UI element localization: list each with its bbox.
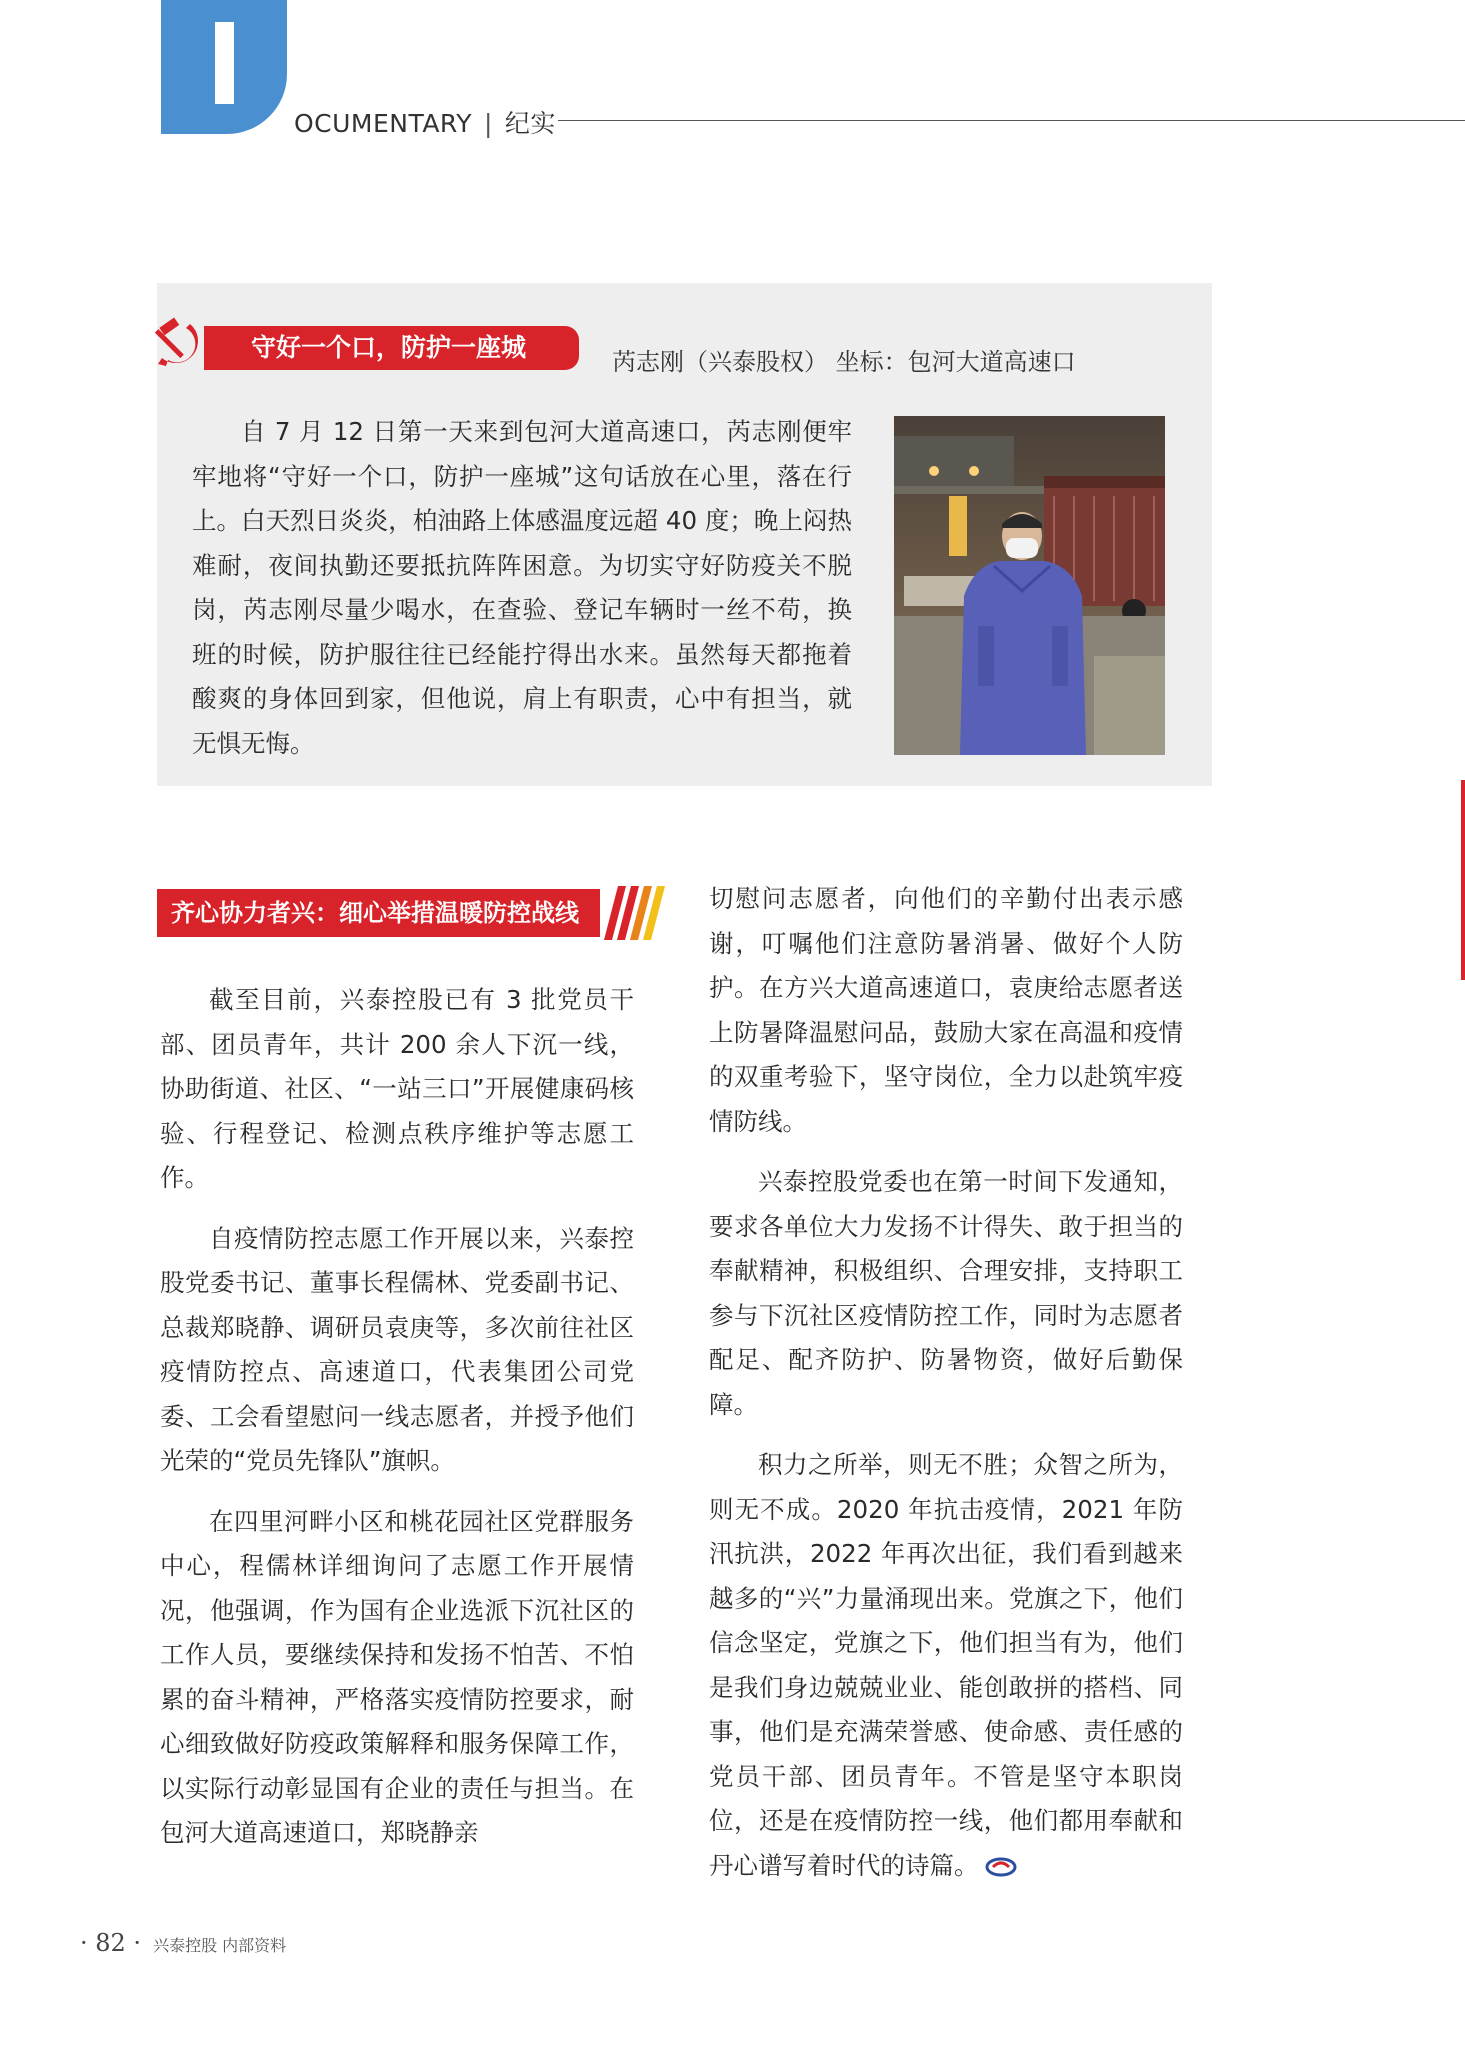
edge-decoration: [1461, 780, 1465, 980]
profile-body: 自 7 月 12 日第一天来到包河大道高速口，芮志刚便牢牢地将“守好一个口，防护一座城”这句话放在心里，落在行上。白天烈日炎炎，柏油路上体感温度远超 40 度；晚上闷热难耐，夜间执勤还要抵抗阵阵困意。为切实守好防疫关不脱岗，芮志刚尽量少喝水，在查验、登记车辆时一丝不苟，换班的时候，防护服往往已经能拧得出水来。虽然每天都拖着酸爽的身体回到家，但他说，肩上有职责，心中有担当，就无惧无悔。: [192, 417, 852, 758]
article-paragraph-text: 积力之所举，则无不胜；众智之所为，则无不成。2020 年抗击疫情，2021 年防汛抗洪，2022 年再次出征，我们看到越来越多的“兴”力量涌现出来。党旗之下，他们信念坚定，党旗之下，他们担当有为，他们是我们身边兢兢业业、能创敢拼的搭档、同事，他们是充满荣誉感、使命感、责任感的党员干部、团员青年。不管是坚守本职岗位，还是在疫情防控一线，他们都用奉献和丹心谱写着时代的诗篇。: [709, 1450, 1183, 1880]
section-header: [294, 104, 556, 140]
article-paragraph: 自疫情防控志愿工作开展以来，兴泰控股党委书记、董事长程儒林、党委副书记、总裁郑晓静、调研员袁庚等，多次前往社区疫情防控点、高速道口，代表集团公司党委、工会看望慰问一线志愿者，并授予他们光荣的“党员先锋队”旗帜。: [160, 1223, 634, 1475]
header-rule: [558, 120, 1465, 121]
article-paragraph-continued: 切慰问志愿者，向他们的辛勤付出表示感谢，叮嘱他们注意防暑消暑、做好个人防护。在方兴大道高速道口，袁庚给志愿者送上防暑降温慰问品，鼓励大家在高温和疫情的双重考验下，坚守岗位，全力以赴筑牢疫情防线。: [709, 884, 1183, 1136]
end-mark-icon: [985, 1857, 1017, 1877]
page-number: · 82 ·: [80, 1929, 142, 1957]
article-left-column: [160, 978, 634, 1872]
article-right-column: [709, 877, 1183, 1904]
party-emblem-icon: [150, 314, 212, 376]
section-title: 齐心协力者兴：细心举措温暖防控战线: [157, 889, 600, 937]
article-paragraph: 在四里河畔小区和桃花园社区党群服务中心，程儒林详细询问了志愿工作开展情况，他强调，作为国有企业选派下沉社区的工作人员，要继续保持和发扬不怕苦、不怕累的奋斗精神，严格落实疫情防控要求，耐心细致做好防疫政策解释和服务保障工作，以实际行动彰显国有企业的责任与担当。在包河大道高速道口，郑晓静亲: [160, 1506, 634, 1847]
article-paragraph-last: [709, 1443, 1183, 1888]
header-section-cn: 纪实: [504, 109, 556, 138]
profile-photo: [894, 416, 1165, 755]
profile-byline: 芮志刚（兴泰股权） 坐标：包河大道高速口: [612, 348, 1076, 376]
header-word: OCUMENTARY: [294, 109, 472, 138]
stripes-decoration-icon: [604, 886, 666, 940]
publication-name: 兴泰控股 内部资料: [153, 1936, 287, 1955]
article-paragraph: 截至目前，兴泰控股已有 3 批党员干部、团员青年，共计 200 余人下沉一线，协助街道、社区、“一站三口”开展健康码核验、行程登记、检测点秩序维护等志愿工作。: [160, 985, 634, 1192]
profile-title: 守好一个口，防护一座城: [204, 326, 579, 370]
header-initial-letter: [215, 22, 234, 104]
header-initial-block: [161, 0, 287, 134]
header-separator: |: [483, 109, 493, 138]
page-footer: [80, 1929, 286, 1957]
article-paragraph: 兴泰控股党委也在第一时间下发通知，要求各单位大力发扬不计得失、敢于担当的奉献精神，积极组织、合理安排，支持职工参与下沉社区疫情防控工作，同时为志愿者配足、配齐防护、防暑物资，做好后勤保障。: [709, 1167, 1183, 1419]
